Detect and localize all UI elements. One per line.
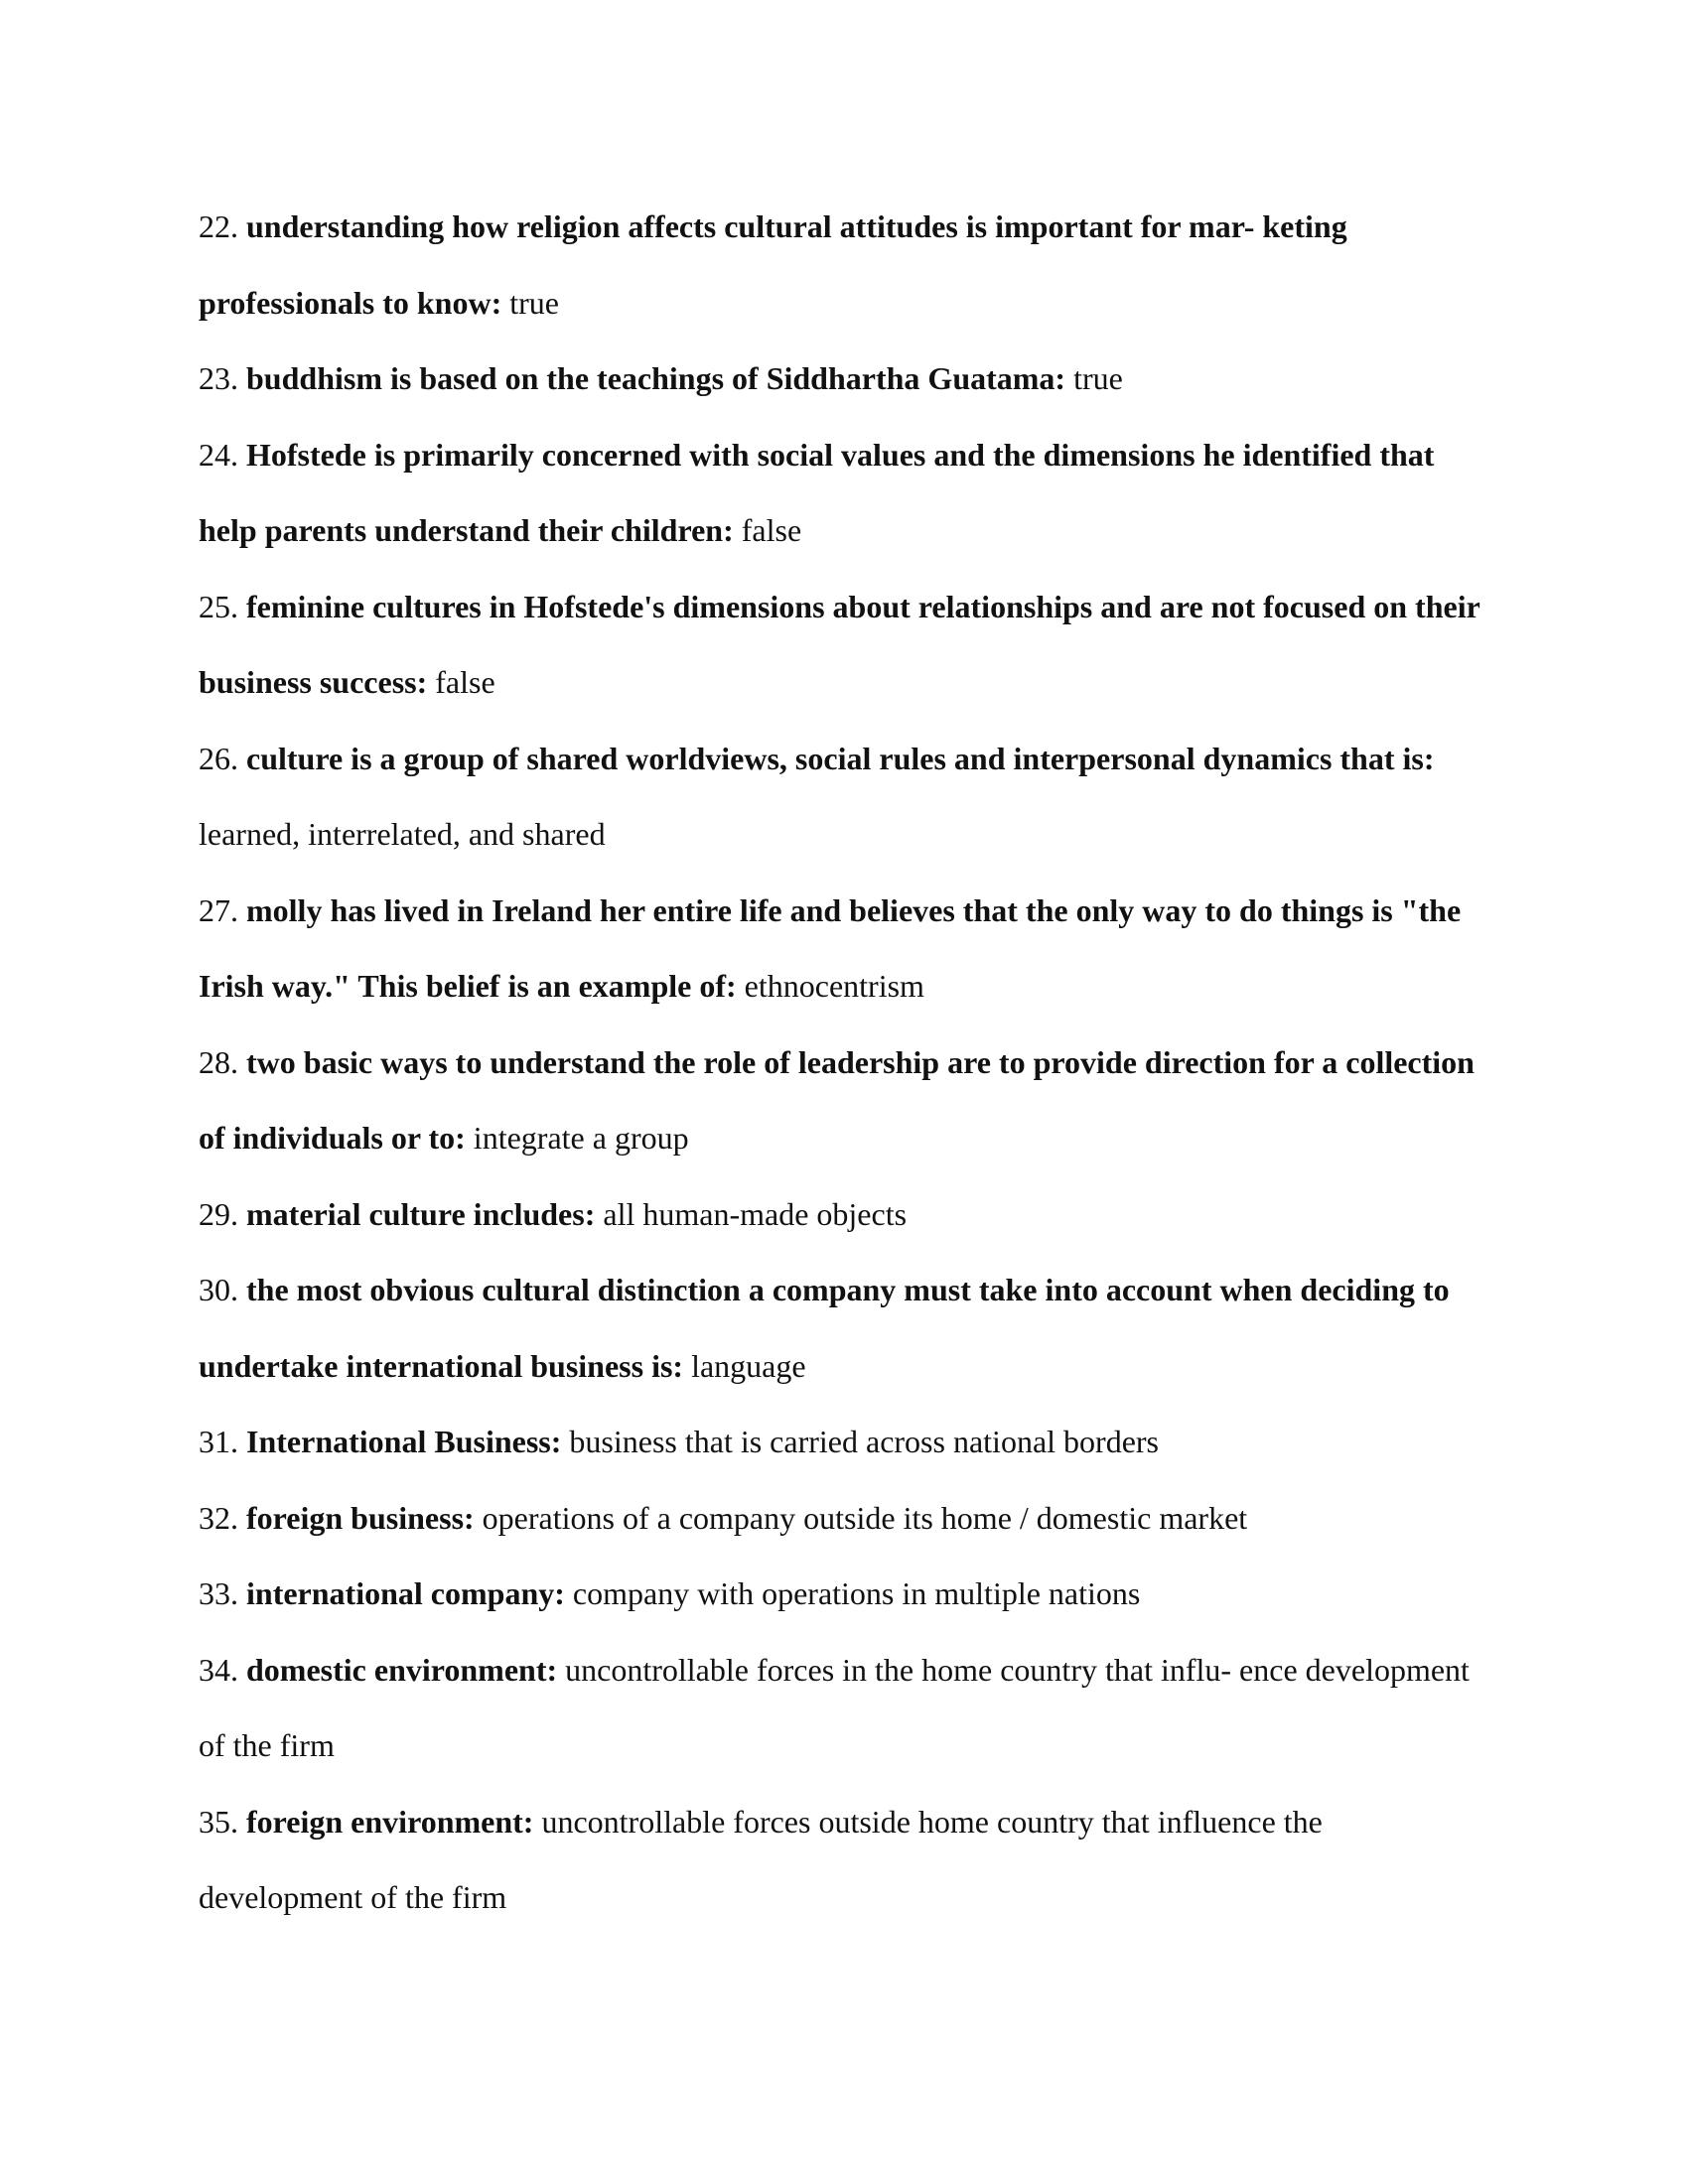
item-number: 27.	[199, 891, 238, 928]
list-item	[199, 341, 1489, 417]
list-item	[199, 1024, 1489, 1176]
item-number: 22.	[199, 208, 238, 244]
item-number: 29.	[199, 1195, 238, 1232]
flashcard-list	[199, 189, 1489, 1936]
item-number: 24.	[199, 436, 238, 473]
item-number: 34.	[199, 1651, 238, 1688]
item-term: two basic ways to understand the role of leadership are to provide direction for a collection of individuals or to:	[199, 1043, 1475, 1156]
item-answer: language	[691, 1347, 806, 1384]
item-term: feminine cultures in Hofstede's dimensions about relationships and are not focused on their business success:	[199, 588, 1480, 700]
list-item	[199, 189, 1489, 341]
list-item	[199, 1480, 1489, 1557]
list-item	[199, 873, 1489, 1024]
list-item	[199, 1556, 1489, 1632]
item-term: culture is a group of shared worldviews, social rules and interpersonal dynamics that is:	[246, 740, 1435, 776]
item-answer: uncontrollable forces in the home country that influ- ence development of the firm	[199, 1651, 1470, 1763]
item-answer: all human-made objects	[603, 1195, 908, 1232]
list-item	[199, 417, 1489, 569]
item-answer: learned, interrelated, and shared	[199, 816, 606, 852]
item-number: 35.	[199, 1803, 238, 1840]
item-number: 26.	[199, 740, 238, 776]
item-answer: business that is carried across national borders	[569, 1424, 1159, 1459]
list-item	[199, 1404, 1489, 1480]
item-answer: company with operations in multiple nations	[572, 1575, 1141, 1611]
list-item	[199, 721, 1489, 873]
item-term: Hofstede is primarily concerned with social values and the dimensions he identified that help parents understand their children:	[199, 436, 1435, 548]
item-answer: operations of a company outside its home / domestic market	[482, 1499, 1248, 1536]
list-item	[199, 1176, 1489, 1253]
item-number: 30.	[199, 1272, 238, 1307]
item-term: the most obvious cultural distinction a company must take into account when deciding to undertake international business is:	[199, 1272, 1450, 1384]
item-number: 23.	[199, 360, 238, 396]
item-term: understanding how religion affects cultural attitudes is important for mar- keting professionals to know:	[199, 208, 1347, 321]
item-number: 32.	[199, 1499, 238, 1536]
item-number: 28.	[199, 1043, 238, 1080]
item-number: 33.	[199, 1575, 238, 1611]
item-answer: false	[435, 664, 495, 700]
list-item	[199, 1632, 1489, 1784]
list-item	[199, 1784, 1489, 1936]
item-term: domestic environment:	[246, 1651, 558, 1688]
item-number: 31.	[199, 1424, 238, 1459]
item-term: foreign business:	[246, 1499, 475, 1536]
list-item	[199, 1252, 1489, 1404]
item-answer: ethnocentrism	[744, 968, 924, 1004]
item-answer: true	[1073, 360, 1123, 396]
item-term: International Business:	[246, 1424, 562, 1459]
item-term: buddhism is based on the teachings of Siddhartha Guatama:	[246, 360, 1066, 396]
item-term: material culture includes:	[246, 1195, 596, 1232]
item-term: foreign environment:	[246, 1803, 534, 1840]
item-answer: false	[741, 512, 802, 548]
list-item	[199, 569, 1489, 721]
item-term: international company:	[246, 1575, 565, 1611]
item-term: molly has lived in Ireland her entire life and believes that the only way to do things is "the Irish way." This belief is an example of:	[199, 891, 1462, 1004]
item-answer: integrate a group	[473, 1120, 689, 1156]
item-answer: uncontrollable forces outside home country that influence the development of the firm	[199, 1803, 1323, 1915]
item-answer: true	[509, 284, 559, 321]
item-number: 25.	[199, 588, 238, 624]
